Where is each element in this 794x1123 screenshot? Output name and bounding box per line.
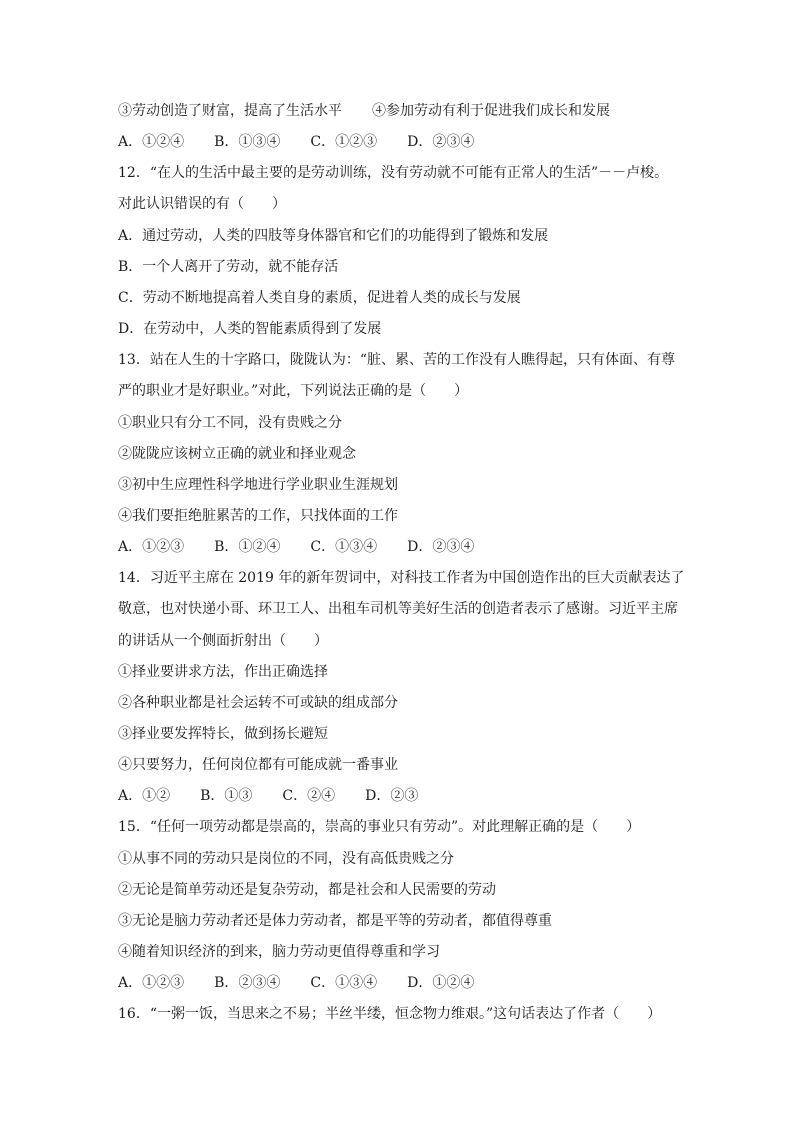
text-line: D．在劳动中，人类的智能素质得到了发展	[118, 321, 382, 337]
text-line: 13．站在人生的十字路口，陇陇认为：“脏、累、苦的工作没有人瞧得起，只有体面、有尊	[118, 352, 675, 369]
text-line: ③择业要发挥特长，做到扬长避短	[118, 726, 328, 742]
answer-option: D．②③④	[407, 134, 475, 151]
text-line: 16．“一粥一饭，当思来之不易；半丝半缕，恒念物力维艰。”这句话表达了作者（ ）	[118, 1006, 662, 1023]
text-line: ④只要努力，任何岗位都有可能成就一番事业	[118, 757, 398, 774]
text-line: B．一个人离开了劳动，就不能存活	[118, 258, 339, 275]
text-line: 的讲话从一个侧面折射出（ ）	[118, 632, 328, 649]
text-line: 15．“任何一项劳动都是崇高的，崇高的事业只有劳动”。对此理解正确的是（ ）	[118, 819, 641, 836]
text-line: ①从事不同的劳动只是岗位的不同，没有高低贵贱之分	[118, 850, 454, 867]
text-line: ②陇陇应该树立正确的就业和择业观念	[118, 445, 356, 462]
text-line: ③初中生应理性科学地进行学业职业生涯规划	[118, 476, 398, 493]
answer-option: D．②③	[365, 788, 419, 805]
answer-option: A．①②④	[118, 134, 185, 151]
statement: ③劳动创造了财富，提高了生活水平	[118, 103, 342, 119]
text-line: 12．“在人的生活中最主要的是劳动训练，没有劳动就不可能有正常人的生活”－－卢梭。	[118, 165, 669, 182]
text-line: 对此认识错误的有（ ）	[118, 196, 286, 213]
answer-option: C．①③④	[310, 539, 378, 556]
text-line: C．劳动不断地提高着人类自身的素质，促进着人类的成长与发展	[118, 289, 521, 306]
answer-option: D．②③④	[407, 539, 475, 556]
text-line: A．通过劳动，人类的四肢等身体器官和它们的功能得到了锻炼和发展	[118, 227, 549, 244]
text-line: ①择业要讲求方法，作出正确选择	[118, 663, 328, 680]
answer-option: A．①②	[118, 788, 171, 805]
answer-option: B．①②④	[214, 539, 281, 556]
text-line: ①职业只有分工不同，没有贵贱之分	[118, 414, 342, 431]
text-line: ④随着知识经济的到来，脑力劳动更值得尊重和学习	[118, 944, 440, 960]
answer-options	[118, 973, 688, 993]
text-line: ③无论是脑力劳动者还是体力劳动者，都是平等的劳动者，都值得尊重	[118, 912, 552, 929]
text-line: ②各种职业都是社会运转不可或缺的组成部分	[118, 694, 398, 711]
statement-pair	[118, 101, 688, 121]
answer-option: B．②③④	[214, 975, 281, 992]
statement: ④参加劳动有利于促进我们成长和发展	[372, 103, 610, 119]
answer-option: D．①②④	[407, 975, 475, 992]
text-line: 严的职业才是好职业。”对此，下列说法正确的是（ ）	[118, 383, 469, 400]
answer-options	[118, 537, 688, 557]
answer-options	[118, 786, 688, 806]
text-line: ②无论是简单劳动还是复杂劳动，都是社会和人民需要的劳动	[118, 881, 496, 898]
answer-option: C．①③④	[310, 975, 378, 992]
answer-option: C．①②③	[310, 134, 378, 151]
answer-options	[118, 132, 688, 152]
answer-option: B．①③	[200, 788, 253, 805]
text-line: 敬意，也对快递小哥、环卫工人、出租车司机等美好生活的创造者表示了感谢。习近平主席	[118, 601, 678, 618]
text-line: 14．习近平主席在 2019 年的新年贺词中，对科技工作者为中国创造作出的巨大贡献表达了	[118, 570, 685, 587]
answer-option: A．①②③	[118, 975, 185, 992]
answer-option: A．①②③	[118, 539, 185, 556]
answer-option: C．②④	[282, 788, 336, 805]
answer-option: B．①③④	[214, 134, 281, 151]
text-line: ④我们要拒绝脏累苦的工作，只找体面的工作	[118, 507, 398, 524]
